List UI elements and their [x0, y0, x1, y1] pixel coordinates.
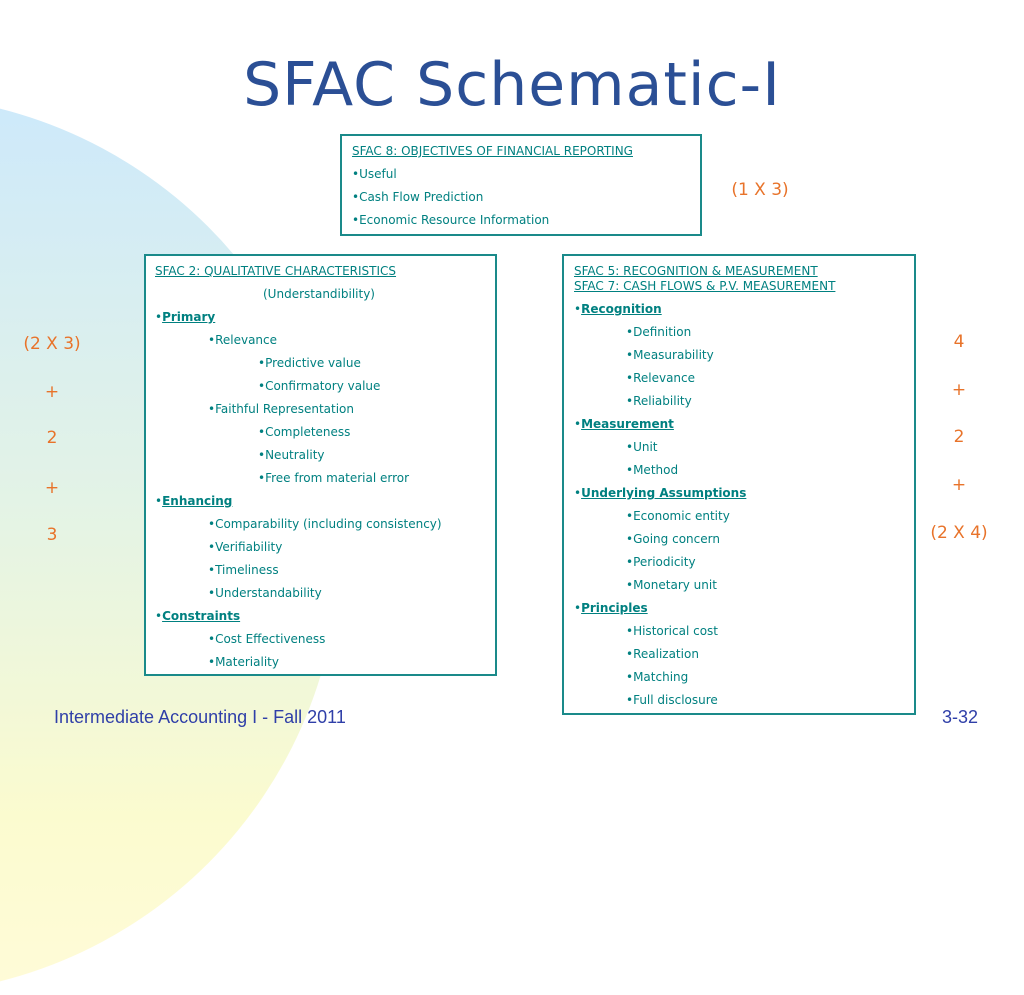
- sfac5-item: •Measurability: [626, 348, 714, 362]
- sfac2-heading: SFAC 2: QUALITATIVE CHARACTERISTICS: [155, 264, 397, 278]
- sfac5-item: •Historical cost: [626, 624, 718, 638]
- sfac5-item: •Definition: [626, 325, 692, 339]
- left-count-2: +: [44, 382, 60, 402]
- sfac2-item: •Verifiability: [208, 540, 283, 554]
- sfac2-subheading: (Understandibility): [263, 287, 375, 301]
- sfac2-item: •Timeliness: [208, 563, 279, 577]
- sfac8-item: •Useful: [352, 167, 397, 181]
- sfac5-item: •Method: [626, 463, 679, 477]
- left-count-5: 3: [46, 525, 58, 545]
- sfac5-item: •Unit: [626, 440, 658, 454]
- footer-page-number: 3-32: [942, 707, 979, 727]
- left-count-3: 2: [46, 428, 58, 448]
- right-count-3: 2: [953, 427, 965, 447]
- sfac2-item: •Understandability: [208, 586, 322, 600]
- left-count-1: (2 X 3): [23, 334, 81, 354]
- principles-label: Principles: [581, 601, 648, 615]
- sfac2-item: •Free from material error: [258, 471, 410, 485]
- sfac5-measurement: [574, 417, 674, 431]
- sfac5-item: •Full disclosure: [626, 693, 718, 707]
- sfac8-item: •Economic Resource Information: [352, 213, 550, 227]
- measurement-label: Measurement: [581, 417, 674, 431]
- enhancing-label: Enhancing: [162, 494, 233, 508]
- sfac8-box: [340, 134, 702, 236]
- sfac2-item: •Predictive value: [258, 356, 361, 370]
- sfac2-item: •Materiality: [208, 655, 279, 669]
- sfac5-item: •Monetary unit: [626, 578, 717, 592]
- sfac2-item: •Cost Effectiveness: [208, 632, 326, 646]
- bullet: •: [155, 609, 163, 623]
- sfac5-recognition: [574, 302, 662, 316]
- sfac8-heading: SFAC 8: OBJECTIVES OF FINANCIAL REPORTING: [352, 144, 633, 158]
- right-count-2: +: [951, 380, 967, 400]
- footer-course: Intermediate Accounting I - Fall 2011: [54, 707, 346, 727]
- bullet: •: [574, 302, 582, 316]
- assumptions-label: Underlying Assumptions: [581, 486, 747, 500]
- right-count-4: +: [951, 475, 967, 495]
- sfac8-item: •Cash Flow Prediction: [352, 190, 484, 204]
- primary-label: Primary: [162, 310, 216, 324]
- constraints-label: Constraints: [162, 609, 241, 623]
- sfac2-box: [144, 254, 497, 676]
- sfac5-item: •Relevance: [626, 371, 696, 385]
- sfac2-item: •Confirmatory value: [258, 379, 381, 393]
- sfac2-constraints: [155, 609, 240, 623]
- sfac5-principles: [574, 601, 648, 615]
- right-count-1: 4: [953, 332, 965, 352]
- right-count-5: (2 X 4): [930, 523, 988, 543]
- sfac5-item: •Going concern: [626, 532, 720, 546]
- bullet: •: [574, 417, 582, 431]
- sfac2-item: •Faithful Representation: [208, 402, 354, 416]
- sfac5-heading: SFAC 5: RECOGNITION & MEASUREMENT: [574, 264, 818, 278]
- sfac7-heading: SFAC 7: CASH FLOWS & P.V. MEASUREMENT: [574, 279, 836, 293]
- sfac2-item: •Relevance: [208, 333, 278, 347]
- sfac2-enhancing: [155, 494, 232, 508]
- sfac5-item: •Reliability: [626, 394, 692, 408]
- sfac2-item: •Neutrality: [258, 448, 325, 462]
- bullet: •: [155, 310, 163, 324]
- sfac5-item: •Economic entity: [626, 509, 730, 523]
- sfac2-primary: [155, 310, 215, 324]
- sfac2-item: •Comparability (including consistency): [208, 517, 442, 531]
- sfac5-assumptions: [574, 486, 746, 500]
- sfac5-item: •Matching: [626, 670, 689, 684]
- sfac5-7-box: [562, 254, 916, 715]
- sfac2-item: •Completeness: [258, 425, 351, 439]
- bullet: •: [155, 494, 163, 508]
- recognition-label: Recognition: [581, 302, 662, 316]
- bullet: •: [574, 601, 582, 615]
- left-count-4: +: [44, 478, 60, 498]
- sfac5-item: •Realization: [626, 647, 699, 661]
- sfac5-item: •Periodicity: [626, 555, 696, 569]
- top-count: (1 X 3): [731, 180, 789, 200]
- bullet: •: [574, 486, 582, 500]
- slide-title: SFAC Schematic-I: [243, 50, 781, 120]
